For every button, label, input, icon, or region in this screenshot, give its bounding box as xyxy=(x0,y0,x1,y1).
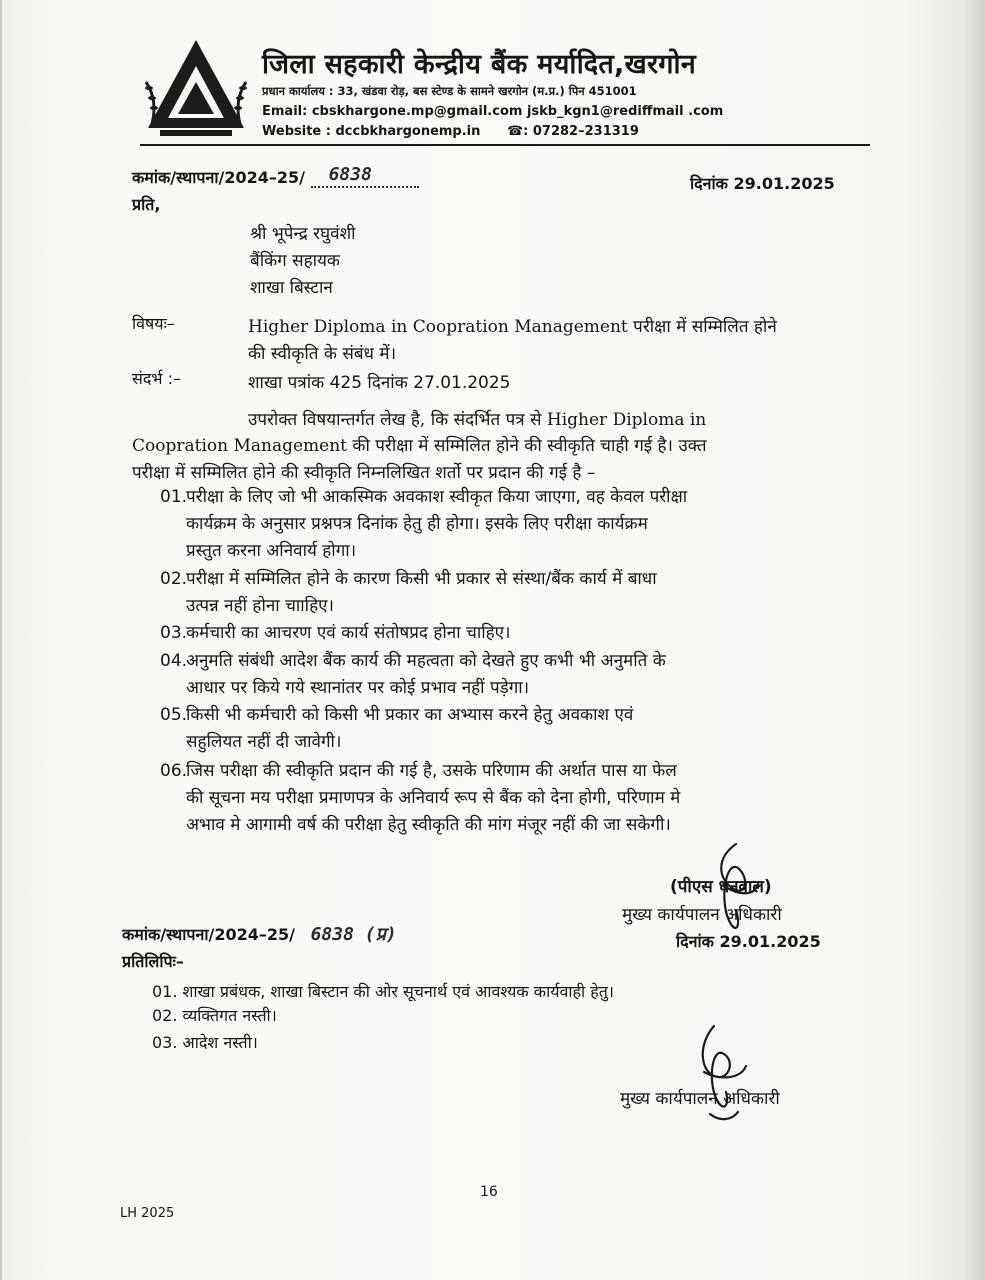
bank-address: प्रधान कार्यालय : 33, खंडवा रोड़, बस स्टेण्ड के सामने खरगोन (म.प्र.) पिन 451001 xyxy=(262,84,637,98)
reference-handwritten xyxy=(311,164,419,188)
condition-line: की सूचना मय परीक्षा प्रमाणपत्र के अनिवार्य रूप से बैंक को देना होगी, परिणाम मे xyxy=(186,788,681,808)
condition-item xyxy=(160,648,860,702)
copy-item: 03. आदेश नस्ती। xyxy=(152,1033,258,1052)
subject-line-2: की स्वीकृति के संबंध में। xyxy=(248,344,397,364)
condition-line: परीक्षा के लिए जो भी आकस्मिक अवकाश स्वीकृत किया जाएगा, वह केवल परीक्षा xyxy=(186,487,688,507)
reference-number xyxy=(132,166,419,188)
condition-line: अनुमति संबंधी आदेश बैंक कार्य की महत्वता को देखते हुए कभी भी अनुमति के xyxy=(186,651,666,671)
condition-line: कर्मचारी का आचरण एवं कार्य संतोषप्रद होना चाहिए। xyxy=(186,623,511,643)
condition-line: आधार पर किये गये स्थानांतर पर कोई प्रभाव नहीं पड़ेगा। xyxy=(186,678,530,698)
condition-number: 03. xyxy=(160,623,188,643)
condition-number: 04. xyxy=(160,651,188,671)
bank-name: जिला सहकारी केन्द्रीय बैंक मर्यादित,खरगोन xyxy=(262,49,697,80)
signature-date: दिनांक 29.01.2025 xyxy=(676,932,821,951)
condition-item xyxy=(160,566,860,620)
condition-item xyxy=(160,758,860,839)
condition-number: 06. xyxy=(160,761,188,781)
condition-number: 05. xyxy=(160,705,188,725)
footer-code: LH 2025 xyxy=(120,1206,175,1221)
copy-heading: प्रतिलिपिः– xyxy=(122,952,184,971)
page-edge xyxy=(0,0,2,1280)
copy-handwritten-number: 6838 (प्र) xyxy=(310,924,397,945)
recipient-name: श्री भूपेन्द्र रघुवंशी xyxy=(250,224,356,244)
to-label: प्रति, xyxy=(132,195,161,214)
condition-line: जिस परीक्षा की स्वीकृति प्रदान की गई है, उसके परिणाम की अर्थात पास या फेल xyxy=(186,761,677,781)
bank-logo xyxy=(140,36,252,140)
letterhead-divider xyxy=(140,144,870,146)
condition-item xyxy=(160,702,860,756)
signature-mark xyxy=(690,1018,756,1130)
recipient-branch: शाखा बिस्टान xyxy=(250,278,333,298)
page-shadow xyxy=(963,0,985,1280)
recipient-designation: बैंकिंग सहायक xyxy=(250,251,340,271)
page-number: 16 xyxy=(480,1184,498,1200)
body-line-3: परीक्षा में सम्मिलित होने की स्वीकृति निम्नलिखित शर्तो पर प्रदान की गई है – xyxy=(132,463,596,483)
copy-reference-label: कमांक/स्थापना/2024–25/ xyxy=(122,925,296,944)
condition-number: 02. xyxy=(160,569,188,589)
reference-label: कमांक/स्थापना/2024–25/ xyxy=(132,168,306,187)
condition-line: परीक्षा में सम्मिलित होने के कारण किसी भी प्रकार से संस्था/बैंक कार्य में बाधा xyxy=(186,569,657,589)
body-line-1: उपरोक्त विषयान्तर्गत लेख है, कि संदर्भित पत्र से Higher Diploma in xyxy=(248,410,707,430)
bank-email: Email: cbskhargone.mp@gmail.com jskb_kgn1@rediffmail .com xyxy=(262,104,724,119)
bank-website: Website : dccbkhargonemp.in xyxy=(262,124,481,139)
reference-label: संदर्भ :– xyxy=(132,369,182,388)
condition-item xyxy=(160,484,860,565)
handwritten-number: 6838 xyxy=(328,164,372,185)
letter-date: दिनांक 29.01.2025 xyxy=(690,174,835,193)
condition-line: कार्यक्रम के अनुसार प्रश्नपत्र दिनांक हेतु ही होगा। इसके लिए परीक्षा कार्यक्रम xyxy=(186,514,648,534)
copy-item: 01. शाखा प्रबंधक, शाखा बिस्टान की ओर सूचनार्थ एवं आवश्यक कार्यवाही हेतु। xyxy=(152,982,614,1001)
condition-item xyxy=(160,620,860,647)
condition-line: अभाव मे आगामी वर्ष की परीक्षा हेतु स्वीकृति की मांग मंजूर नहीं की जा सकेगी। xyxy=(186,815,671,835)
copy-reference xyxy=(122,922,397,946)
phone-icon: ☎: xyxy=(506,124,529,139)
condition-line: उत्पन्न नहीं होना चााहिए। xyxy=(186,596,334,616)
reference-text: शाखा पत्रांक 425 दिनांक 27.01.2025 xyxy=(248,373,511,393)
signatory-title-2: मुख्य कार्यपालन अधिकारी xyxy=(620,1089,780,1109)
condition-number: 01. xyxy=(160,487,188,507)
body-line-2: Coopration Management की परीक्षा में सम्मिलित होने की स्वीकृति चाही गई है। उक्त xyxy=(132,436,707,456)
signatory-title: मुख्य कार्यपालन अधिकारी xyxy=(622,905,782,925)
condition-line: प्रस्तुत करना अनिवार्य होगा। xyxy=(186,541,357,561)
copy-item: 02. व्यक्तिगत नस्ती। xyxy=(152,1006,277,1025)
condition-line: सहुलियत नहीं दी जावेगी। xyxy=(186,732,342,752)
bank-phone: 07282–231319 xyxy=(532,124,639,139)
signatory-name: (पीएस धनवाल) xyxy=(670,877,772,897)
subject-line-1: Higher Diploma in Coopration Management परीक्षा में सम्मिलित होने xyxy=(248,317,777,337)
bank-contact xyxy=(262,124,639,139)
condition-line: किसी भी कर्मचारी को किसी भी प्रकार का अभ्यास करने हेतु अवकाश एवं xyxy=(186,705,634,725)
subject-label: विषयः– xyxy=(132,314,175,333)
